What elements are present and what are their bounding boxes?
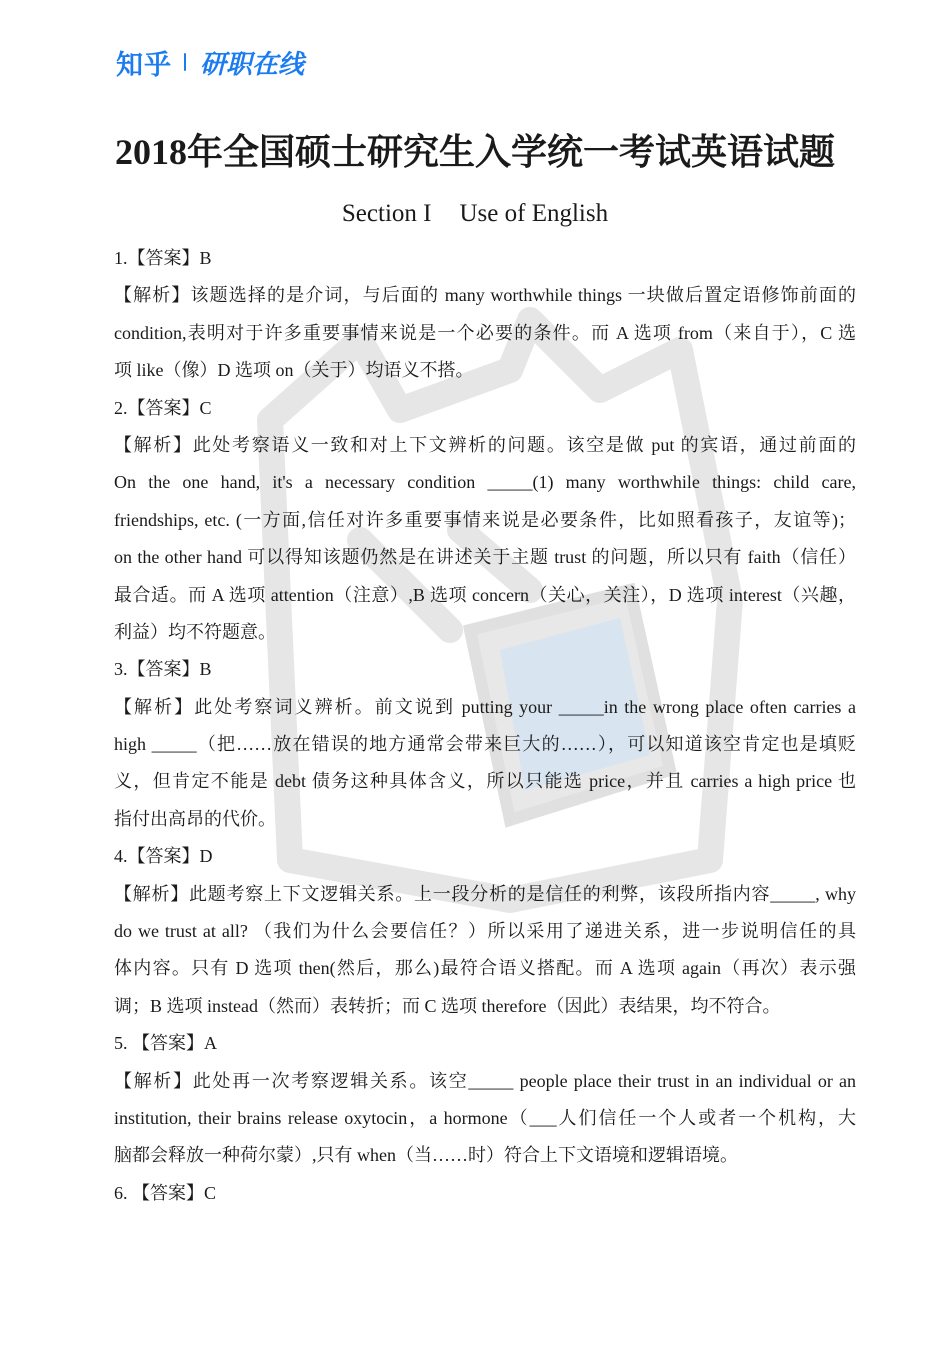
document-title: 2018年全国硕士研究生入学统一考试英语试题 — [114, 132, 835, 172]
text-line: high _____（把……放在错误的地方通常会带来巨大的……），可以知道该空肯定也是填贬 — [114, 734, 856, 755]
text-line: 4.【答案】D — [114, 846, 213, 867]
text-line: 5. 【答案】A — [114, 1033, 217, 1054]
text-line: institution, their brains release oxytocin，a hormone（___人们信任一个人或者一个机构，大 — [114, 1107, 856, 1128]
section-heading — [0, 195, 950, 233]
text-line: 最合适。而 A 选项 attention（注意）,B 选项 concern（关心，关注），D 选项 interest（兴趣， — [114, 584, 856, 605]
text-line: 脑都会释放一种荷尔蒙）,只有 when（当……时）符合上下文语境和逻辑语境。 — [114, 1145, 738, 1166]
text-line: 1.【答案】B — [114, 248, 212, 268]
text-line: 义，但肯定不能是 debt 债务这种具体含义，所以只能选 price，并且 carries a high price 也 — [114, 771, 856, 792]
answer-content — [114, 240, 856, 1212]
text-line: 2.【答案】C — [114, 397, 212, 418]
text-line: 【解析】此题考察上下文逻辑关系。上一段分析的是信任的利弊，该段所指内容_____, why — [114, 883, 856, 904]
text-line: condition,表明对于许多重要事情来说是一个必要的条件。而 A 选项 from（来自于），C 选 — [114, 322, 856, 343]
text-line: 【解析】此处再一次考察逻辑关系。该空_____ people place their trust in an individual or an — [114, 1070, 856, 1091]
text-line: 【解析】此处考察词义辨析。前文说到 putting your _____in the wrong place often carries a — [114, 696, 856, 717]
yanzhi-logo: 研职在线 — [200, 49, 305, 80]
text-line: 6. 【答案】C — [114, 1182, 217, 1203]
text-line: 项 like（像）D 选项 on（关于）均语义不搭。 — [114, 360, 474, 381]
text-line: on the other hand 可以得知该题仍然是在讲述关于主题 trust 的问题，所以只有 faith（信任） — [114, 547, 856, 568]
text-line: 3.【答案】B — [114, 659, 212, 680]
text-line: 体内容。只有 D 选项 then(然后，那么)最符合语义搭配。而 A 选项 again（再次）表示强 — [114, 958, 856, 979]
text-line: do we trust at all? （我们为什么会要信任？）所以采用了递进关系，进一步说明信任的具 — [114, 921, 856, 942]
text-line: On the one hand, it's a necessary condition _____(1) many worthwhile things: child care, — [114, 472, 856, 493]
logo-divider — [184, 53, 186, 71]
zhihu-logo: 知乎 — [116, 49, 172, 81]
text-line: friendships, etc. (一方面,信任对许多重要事情来说是必要条件，比如照看孩子，友谊等)； — [114, 509, 856, 530]
section-part: Section I — [341, 200, 432, 227]
text-line: 【解析】此处考察语义一致和对上下文辨析的问题。该空是做 put 的宾语，通过前面的 — [114, 434, 856, 455]
header-logo[interactable] — [116, 46, 305, 81]
text-line: 指付出高昂的代价。 — [114, 808, 276, 829]
text-line: 调；B 选项 instead（然而）表转折；而 C 选项 therefore（因此）表结果，均不符合。 — [114, 995, 781, 1016]
text-line: 利益）均不符题意。 — [114, 621, 276, 642]
section-name: Use of English — [459, 200, 609, 227]
text-line: 【解析】该题选择的是介词，与后面的 many worthwhile things 一块做后置定语修饰前面的 — [114, 285, 856, 306]
